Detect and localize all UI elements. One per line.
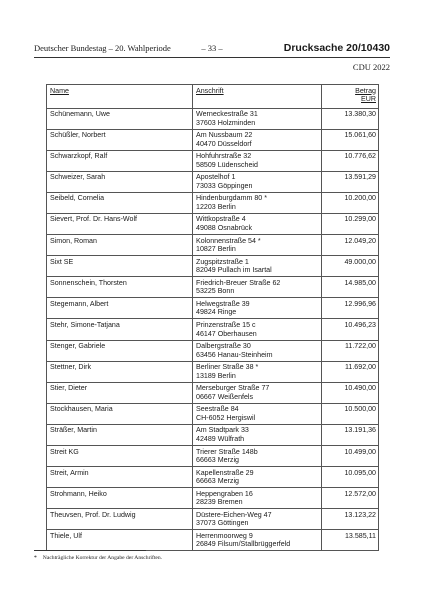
document-label: Drucksache 20/ [283,42,361,54]
publisher-label: Deutscher Bundestag – 20. Wahlperiode [34,43,171,53]
address-cell [193,256,322,277]
address-line1: Werneckestraße 31 [196,110,258,118]
address-line2: 49088 Osnabrück [196,224,252,233]
address-line1: Trierer Straße 148b [196,447,258,456]
donor-name-cell: Streit, Armin [47,467,193,488]
footnote-mark: * [34,555,37,561]
address-cell [193,530,322,551]
address-cell [193,509,322,530]
table-row [47,319,379,340]
amount-cell: 15.061,60 [322,129,379,150]
address-line1: Friedrich-Breuer Straße 62 [196,278,281,287]
address-line1: Merseburger Straße 77 [196,384,270,393]
table-row [47,488,379,509]
amount-cell: 10.776,62 [322,150,379,171]
table-row [47,129,379,150]
address-line1: Prinzenstraße 15 c [196,320,256,329]
address-cell [193,382,322,403]
donor-name-cell: Stier, Dieter [47,382,193,403]
address-line2: 58509 Lüdenscheid [196,160,258,169]
address-cell [193,319,322,340]
address-cell [193,171,322,192]
amount-cell: 11.722,00 [322,340,379,361]
address-line1: Kolonnenstraße 54 * [196,236,261,245]
address-line1: Kapellenstraße 29 [196,468,254,477]
address-cell [193,235,322,256]
table-row [47,467,379,488]
footnote-text: Nachträgliche Korrektur der Angabe der Anschriften. [42,555,163,561]
table-row [47,403,379,424]
address-line1: Hindenburgdamm 80 * [196,194,267,203]
address-line2: 53225 Bonn [196,287,235,296]
donor-name-cell: Schünemann, Uwe [47,108,193,129]
column-header-address: Anschrift [193,85,322,109]
address-line2: 28239 Bremen [196,498,243,507]
address-line2: 40470 Düsseldorf [196,139,252,148]
amount-cell: 10.496,23 [322,319,379,340]
page-header [34,42,390,56]
donor-name-cell: Stenger, Gabriele [47,340,193,361]
address-cell [193,488,322,509]
address-line2: CH-6052 Hergiswil [196,413,256,422]
table-row [47,235,379,256]
table-row [47,446,379,467]
address-line2: 42489 Wülfrath [196,435,245,443]
address-cell [193,108,322,129]
table-row [47,298,379,319]
table-row [47,256,379,277]
donor-name-cell: Simon, Roman [47,235,193,256]
address-line2: 26849 Filsum/Stallbrüggerfeld [196,540,291,549]
address-cell [193,277,322,298]
address-line1: Dalbergstraße 30 [196,342,251,351]
donor-name-cell: Stegemann, Albert [47,298,193,319]
address-line1: Herrenmoorweg 9 [196,531,253,540]
table-row [47,509,379,530]
amount-cell: 14.985,00 [322,277,379,298]
table-row [47,192,379,213]
address-line2: 82049 Pullach im Isartal [196,266,272,275]
address-line2: 13189 Berlin [196,371,236,380]
address-cell [193,150,322,171]
amount-cell: 49.000,00 [322,256,379,277]
amount-cell: 13.591,29 [322,171,379,192]
donor-name-cell: Sonnenschein, Thorsten [47,277,193,298]
amount-cell: 11.692,00 [322,361,379,382]
table-row [47,424,379,445]
column-header-name: Name [47,85,193,109]
amount-cell: 10.299,00 [322,213,379,234]
amount-cell: 10.200,00 [322,192,379,213]
address-line2: 37603 Holzminden [196,118,256,127]
table-row [47,382,379,403]
address-line1: Zugspitzstraße 1 [196,257,249,266]
table-row [47,171,379,192]
address-line1: Am Nussbaum 22 [196,131,253,140]
address-line1: Düstere-Eichen-Weg 47 [196,510,272,519]
table-header-row [47,85,379,109]
address-cell [193,467,322,488]
address-cell [193,361,322,382]
amount-cell: 13.380,30 [322,108,379,129]
address-line2: 73033 Göppingen [196,181,253,190]
amount-cell: 12.049,20 [322,235,379,256]
donor-name-cell: Sixt SE [47,256,193,277]
party-year-label: CDU 2022 [352,62,390,72]
table-row [47,108,379,129]
donor-name-cell: Strohmann, Heiko [47,488,193,509]
donor-name-cell: Theuvsen, Prof. Dr. Ludwig [47,509,193,530]
address-line2: 12203 Berlin [196,202,236,211]
donor-name-cell: Seibeld, Cornelia [47,192,193,213]
donor-name-cell: Schweizer, Sarah [47,171,193,192]
footnote [34,555,162,561]
amount-cell: 10.500,00 [322,403,379,424]
footnote-rule [34,550,146,551]
donor-name-cell: Schüßler, Norbert [47,129,193,150]
donor-name-cell: Sträßer, Martin [47,424,193,445]
amount-header-line1: Betrag [355,86,376,95]
donations-table [46,84,379,551]
address-line2: 10827 Berlin [196,245,236,254]
address-line1: Seestraße 84 [196,405,239,414]
table-row [47,277,379,298]
address-cell [193,424,322,445]
address-cell [193,403,322,424]
address-line1: Am Stadtpark 33 [196,426,249,435]
donor-name-cell: Stockhausen, Maria [47,403,193,424]
address-line2: 37073 Göttingen [196,519,249,528]
address-line1: Wittkopstraße 4 [196,215,246,224]
amount-cell: 13.123,22 [322,509,379,530]
donor-name-cell: Sievert, Prof. Dr. Hans-Wolf [47,213,193,234]
address-cell [193,213,322,234]
donor-name-cell: Schwarzkopf, Ralf [47,150,193,171]
address-line2: 46147 Oberhausen [196,329,257,338]
table-row [47,150,379,171]
table-row [47,361,379,382]
donor-name-cell: Stehr, Simone-Tatjana [47,319,193,340]
table-row [47,213,379,234]
address-line1: Heppengraben 16 [196,489,253,498]
amount-cell: 13.585,11 [322,530,379,551]
document-number: 10430 [360,42,390,54]
page-number: – 33 – [201,43,223,53]
address-line2: 66663 Merzig [196,477,239,486]
document-id [284,42,390,54]
address-cell [193,298,322,319]
address-line1: Berliner Straße 38 * [196,363,259,372]
donor-name-cell: Streit KG [47,446,193,467]
table-row [47,530,379,551]
header-rule [34,57,390,58]
address-cell [193,129,322,150]
address-cell [193,192,322,213]
amount-cell: 10.499,00 [322,446,379,467]
amount-header-line2: EUR [361,95,376,104]
column-header-amount [322,85,379,109]
address-line2: 49824 Ringe [196,308,237,317]
address-line1: Apostelhof 1 [196,173,236,182]
address-cell [193,446,322,467]
address-line2: 66663 Merzig [196,456,239,465]
amount-cell: 13.191,36 [322,424,379,445]
table-row [47,340,379,361]
amount-cell: 10.490,00 [322,382,379,403]
address-cell [193,340,322,361]
address-line2: 06667 Weißenfels [196,392,254,401]
amount-cell: 12.572,00 [322,488,379,509]
amount-cell: 12.996,96 [322,298,379,319]
address-line2: 63456 Hanau-Steinheim [196,350,273,359]
address-line1: Hohfuhrstraße 32 [196,152,252,161]
amount-cell: 10.095,00 [322,467,379,488]
donor-name-cell: Stettner, Dirk [47,361,193,382]
donor-name-cell: Thiele, Ulf [47,530,193,551]
address-line1: Helwegstraße 39 [196,299,250,308]
